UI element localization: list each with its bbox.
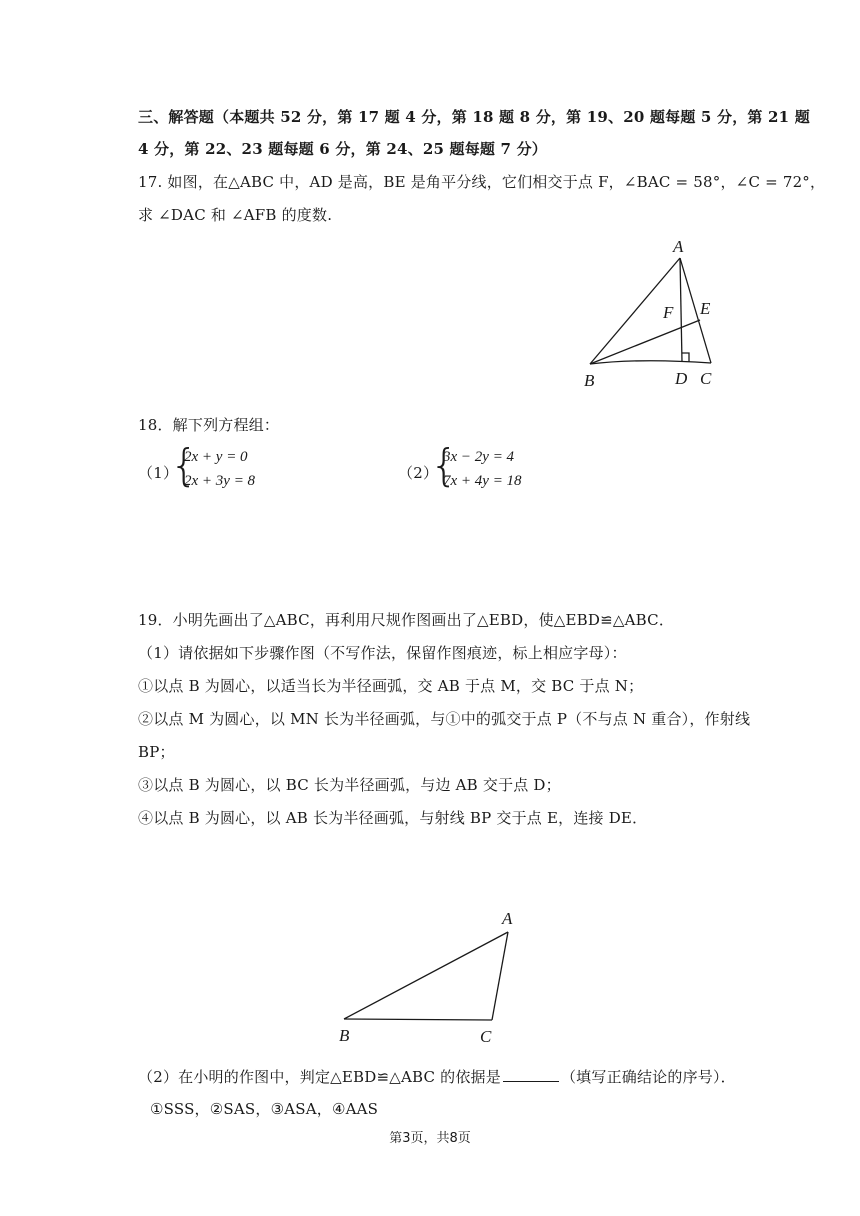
q17-label-d: D [675,369,688,388]
section-header-line1: 三、解答题（本题共 52 分，第 17 题 4 分，第 18 题 8 分，第 19、20 题每题 5 分，第 21 题 [138,108,810,126]
q18-part1-brace: { [170,440,198,491]
q17-side-bc [590,361,711,364]
q18-part2-eq2: 7x + 4y = 18 [443,473,522,489]
q18-part2-brace: { [430,440,458,491]
q19-label-c: C [480,1027,492,1046]
q19-step2-line2: BP； [138,743,175,761]
q19-side-ac [492,932,508,1020]
q18-part2-eq1: 3x − 2y = 4 [443,449,515,465]
q17-label-f: F [663,303,674,322]
q18-part1-label: （1） [138,464,179,482]
q17-bisector-be [590,320,700,364]
page-footer: 第3页，共8页 [389,1131,471,1146]
q17-label-e: E [700,299,711,318]
q17-side-ac [680,258,711,363]
q18-part2-label: （2） [398,464,439,482]
q19-part1: （1）请依据如下步骤作图（不写作法，保留作图痕迹，标上相应字母）： [138,644,627,662]
q19-options: ①SSS，②SAS，③ASA，④AAS [150,1100,379,1118]
q19-intro: 19．小明先画出了△ABC，再利用尺规作图画出了△EBD，使△EBD≌△ABC． [138,611,675,629]
q18-title: 18．解下列方程组： [138,416,280,434]
q17-label-c: C [700,369,712,388]
q19-side-ab [344,932,508,1019]
q17-altitude-ad [680,258,682,362]
q19-step1: ①以点 B 为圆心，以适当长为半径画弧，交 AB 于点 M，交 BC 于点 N； [138,677,644,695]
q19-part2 [138,1066,736,1087]
q18-part1-eq2: 2x + 3y = 8 [184,473,256,489]
q18-part1-eq1: 2x + y = 0 [184,449,248,465]
section-header-line2: 4 分，第 22、23 题每题 6 分，第 24、25 题每题 7 分） [138,140,548,158]
q19-step3: ③以点 B 为圆心，以 BC 长为半径画弧，与边 AB 交于点 D； [138,776,561,794]
q19-part2-text-before: （2）在小明的作图中，判定△EBD≌△ABC 的依据是 [138,1068,501,1086]
q19-side-bc [344,1019,492,1020]
q19-label-a: A [502,909,513,928]
q17-text-line1: 17. 如图，在△ABC 中，AD 是高，BE 是角平分线，它们相交于点 F，∠BAC = 58°，∠C = 72°， [138,173,826,191]
q17-text-line2: 求 ∠DAC 和 ∠AFB 的度数. [138,206,333,224]
q17-label-a: A [673,237,684,256]
q19-label-b: B [339,1026,350,1045]
answer-blank [503,1067,559,1082]
q17-right-angle-mark [682,353,689,362]
q19-step2-line1: ②以点 M 为圆心，以 MN 长为半径画弧，与①中的弧交于点 P（不与点 N 重合），作射线 [138,710,751,728]
q19-part2-text-after: （填写正确结论的序号）． [560,1068,736,1086]
q17-label-b: B [584,371,595,390]
q17-side-ab [590,258,680,364]
q19-step4: ④以点 B 为圆心，以 AB 长为半径画弧，与射线 BP 交于点 E，连接 DE． [138,809,648,827]
